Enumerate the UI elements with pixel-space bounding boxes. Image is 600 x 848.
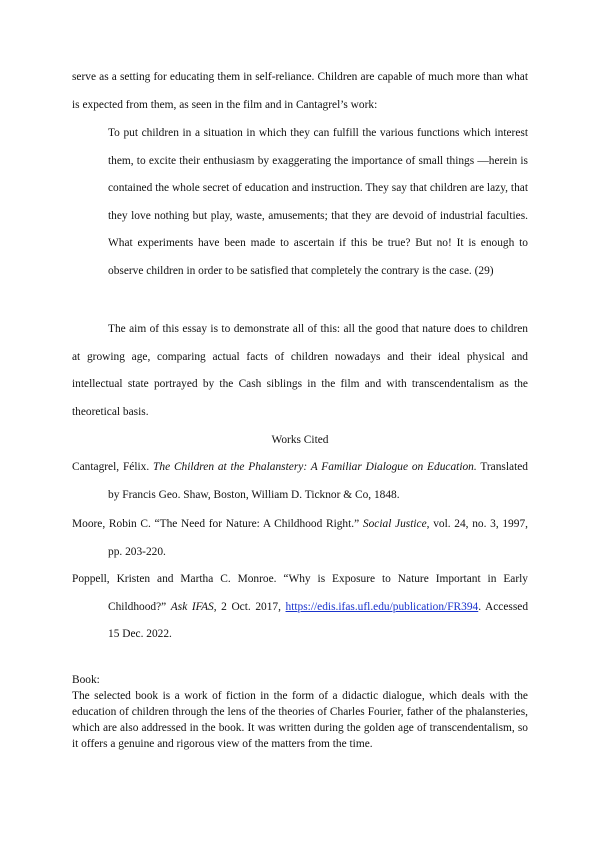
citation-entry <box>72 566 528 649</box>
citation-details: , 2 Oct. 2017, <box>213 600 286 613</box>
citation-author: Poppell, Kristen and Martha C. Monroe. “Why is Exposure to Nature Important in Early Childhood?” <box>72 573 528 613</box>
citation-details: Translated by Francis Geo. Shaw, Boston, William D. Ticknor & Co, 1848. <box>108 461 529 501</box>
citation-title: The Children at the Phalanstery: A Familiar Dialogue on Education. <box>153 461 477 473</box>
citation-title: Ask IFAS <box>170 600 214 613</box>
works-cited-heading: Works Cited <box>271 434 329 446</box>
citation-entry <box>72 511 528 566</box>
citation-entry <box>72 454 528 509</box>
citation-link[interactable]: https://edis.ifas.ufl.edu/publication/FR394 <box>285 600 479 613</box>
aim-paragraph: The aim of this essay is to demonstrate all of this: all the good that nature does to children at growing age, comparing actual facts of children nowadays and their ideal physical and intellectual state portrayed by the Cash siblings in the film and with transcendentalism as the theoretical basis. <box>72 323 528 418</box>
book-description: The selected book is a work of fiction in the form of a didactic dialogue, which deals with the education of children through the lens of the theories of Charles Fourier, father of the phalansteries, which are also addressed in the book. It was written during the golden age of transcendentalism, so it offers a genuine and rigorous view of the matters from the time. <box>72 690 528 750</box>
citation-title: Social Justice <box>362 518 427 530</box>
citation-details: , vol. 24, no. 3, 1997, pp. 203-220. <box>108 518 528 558</box>
citation-author: Moore, Robin C. “The Need for Nature: A Childhood Right.” <box>72 518 363 530</box>
book-label: Book: <box>72 674 100 686</box>
citation-author: Cantagrel, Félix. <box>72 461 154 473</box>
citation-accessed: . Accessed 15 Dec. 2022. <box>108 600 529 640</box>
block-quote: To put children in a situation in which they can fulfill the various functions which interest them, to excite their enthusiasm by exaggerating the importance of small things —herein is contained the whole secret of education and instruction. They say that children are lazy, that they love nothing but play, waste, amusements; that they are devoid of industrial faculties. What experiments have been made to ascertain if this be true? But no! It is enough to observe children in order to be satisfied that completely the contrary is the case. (29) <box>108 127 528 277</box>
intro-paragraph: serve as a setting for educating them in self-reliance. Children are capable of much more than what is expected from them, as seen in the film and in Cantagrel’s work: <box>72 71 528 111</box>
